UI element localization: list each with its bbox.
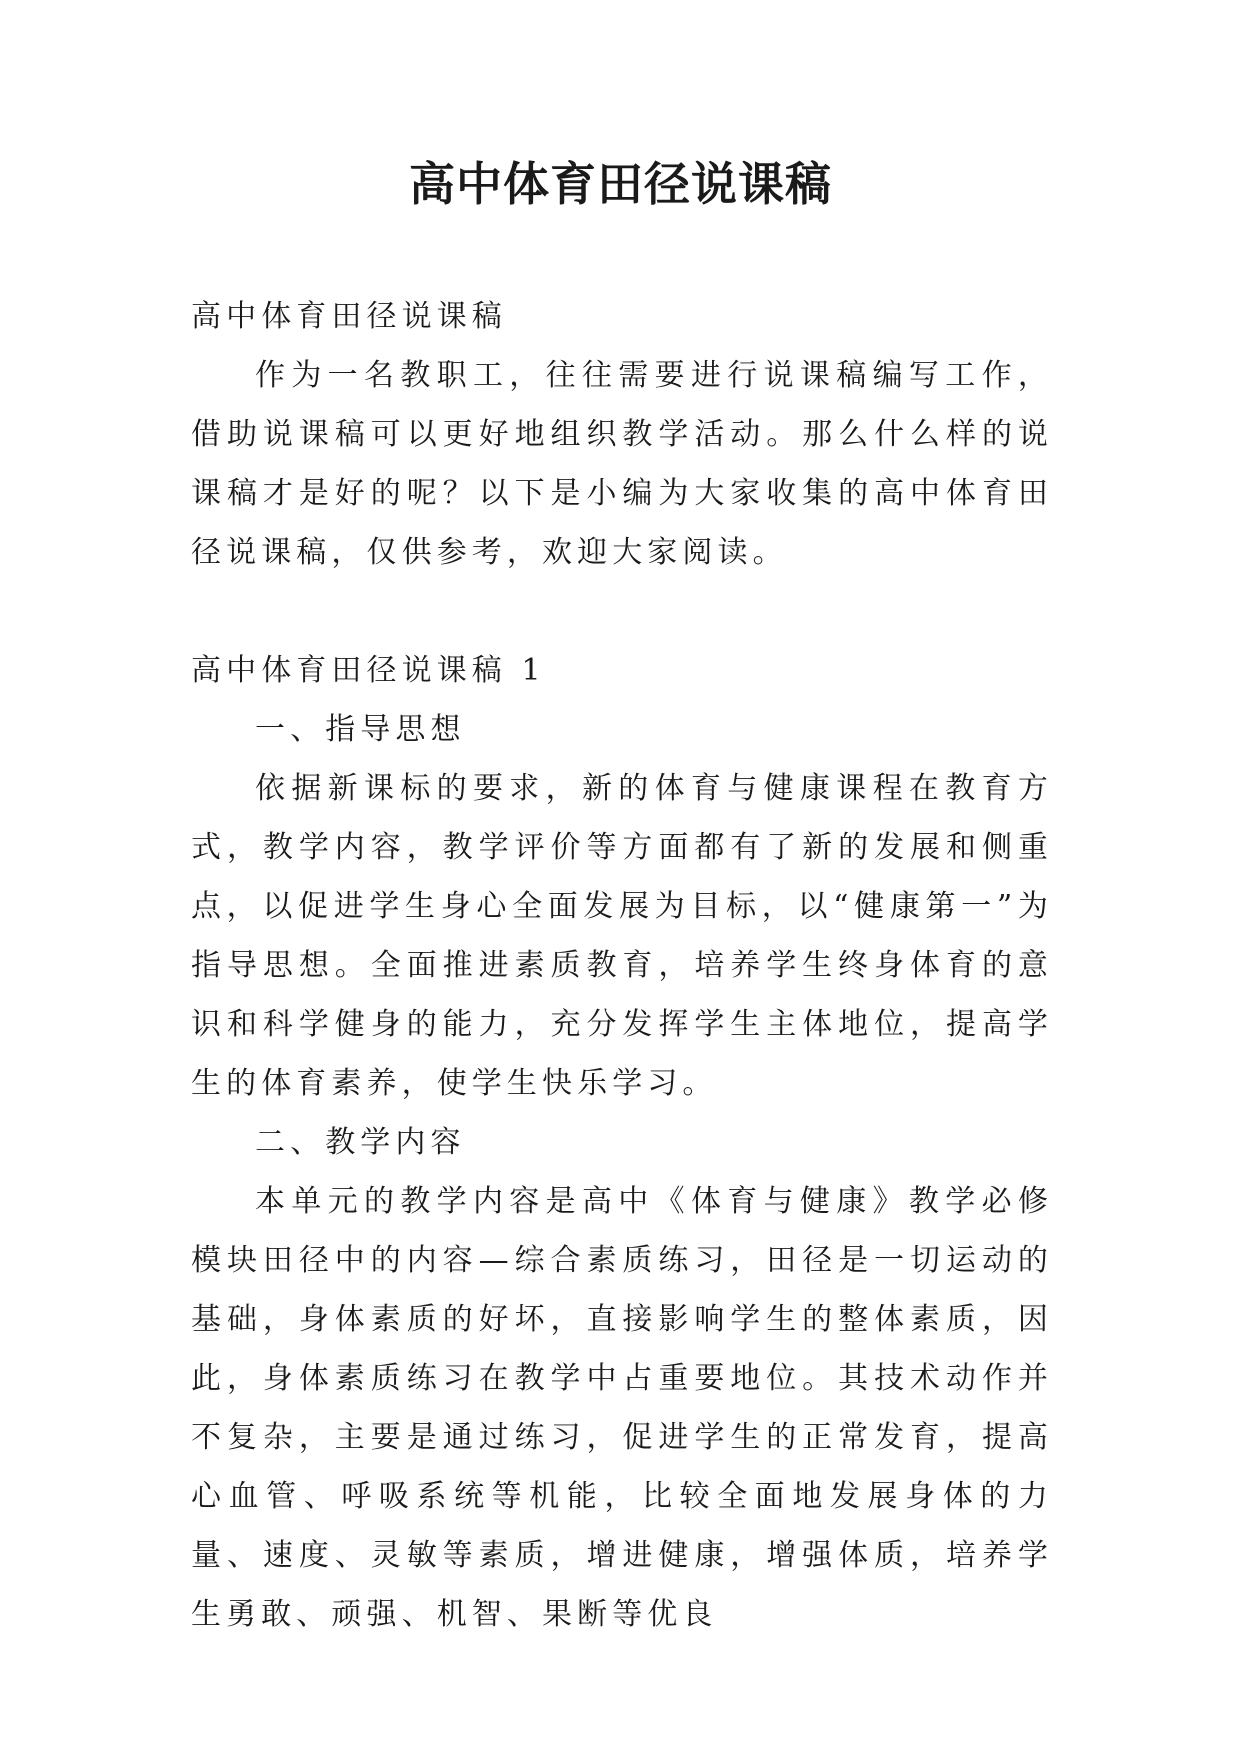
document-body <box>191 287 1053 1644</box>
heading-guiding-ideology: 一、指导思想 <box>255 712 466 747</box>
heading-teaching-content: 二、教学内容 <box>255 1125 466 1160</box>
section-title: 高中体育田径说课稿 1 <box>191 653 546 688</box>
guiding-ideology-paragraph: 依据新课标的要求，新的体育与健康课程在教育方式，教学内容，教学评价等方面都有了新的发展和侧重点，以促进学生身心全面发展为目标，以“健康第一”为指导思想。全面推进素质教育，培养学生终身体育的意识和科学健身的能力，充分发挥学生主体地位，提高学生的体育素养，使学生快乐学习。 <box>191 771 1053 1101</box>
teaching-content-paragraph: 本单元的教学内容是高中《体育与健康》教学必修模块田径中的内容—综合素质练习，田径是一切运动的基础，身体素质的好坏，直接影响学生的整体素质，因此，身体素质练习在教学中占重要地位。其技术动作并不复杂，主要是通过练习，促进学生的正常发育，提高心血管、呼吸系统等机能，比较全面地发展身体的力量、速度、灵敏等素质，增进健康，增强体质，培养学生勇敢、顽强、机智、果断等优良 <box>191 1184 1053 1632</box>
document-title: 高中体育田径说课稿 <box>409 157 832 211</box>
document-subtitle: 高中体育田径说课稿 <box>191 299 507 334</box>
intro-paragraph: 作为一名教职工，往往需要进行说课稿编写工作，借助说课稿可以更好地组织教学活动。那么什么样的说课稿才是好的呢？以下是小编为大家收集的高中体育田径说课稿，仅供参考，欢迎大家阅读。 <box>191 358 1053 570</box>
